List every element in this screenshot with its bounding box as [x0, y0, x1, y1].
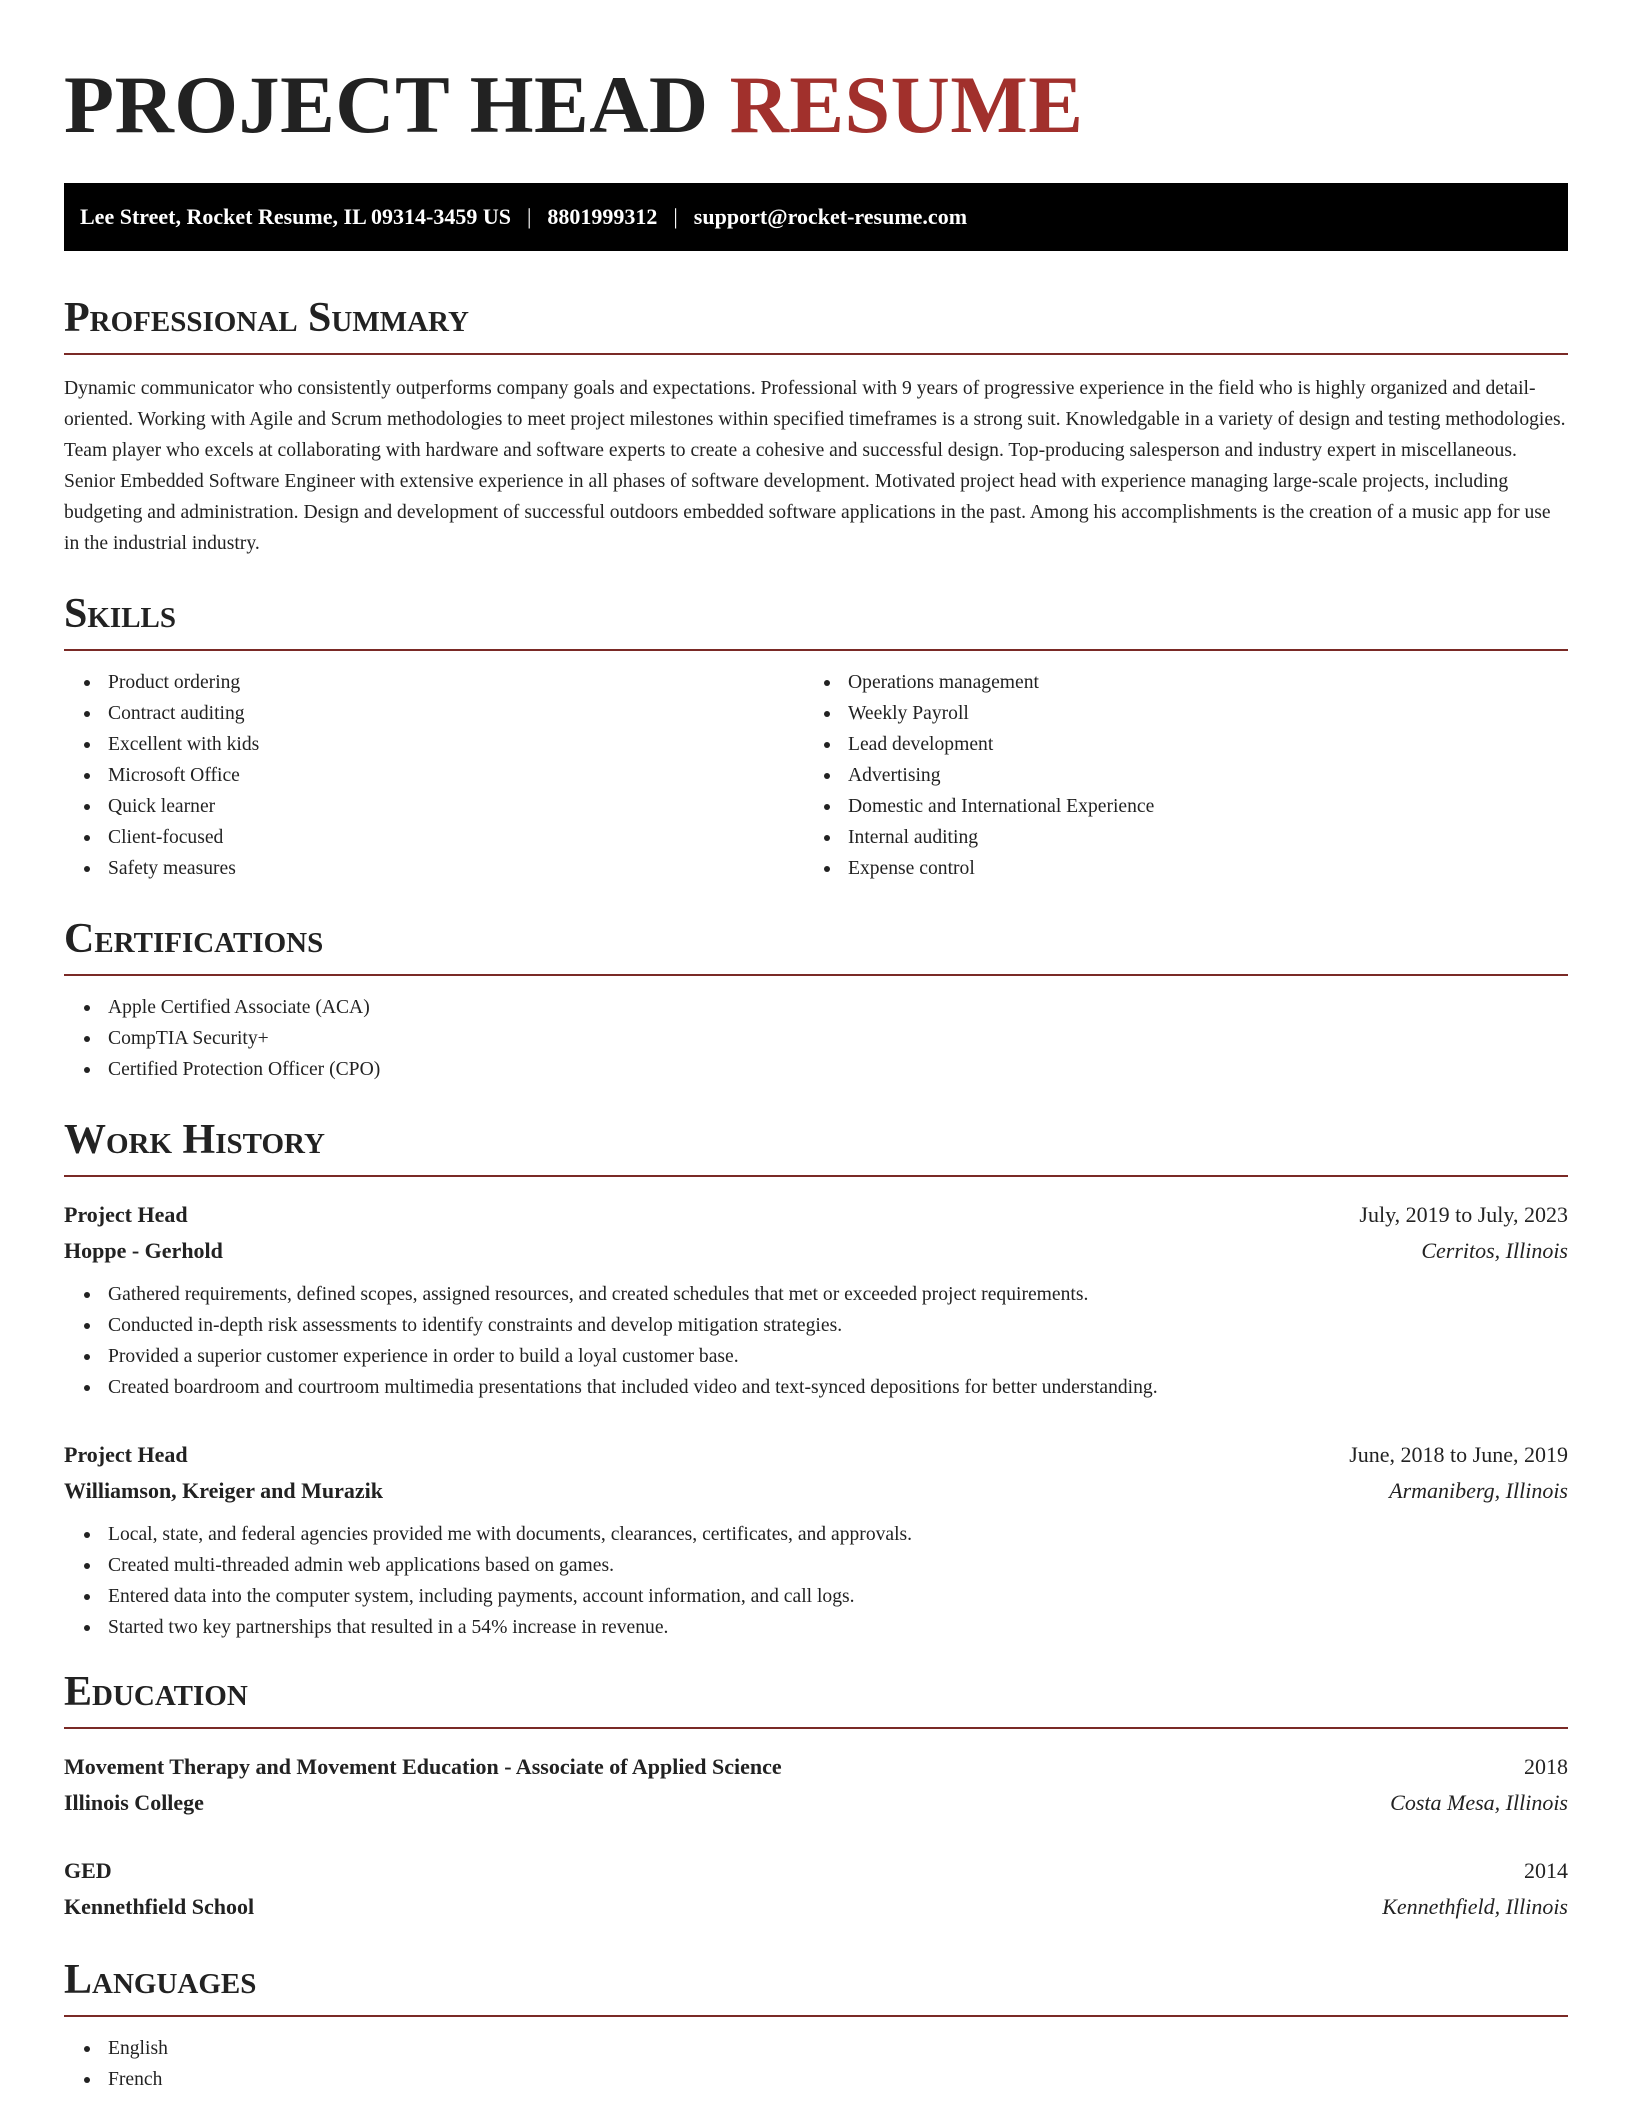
job-company-row	[64, 1473, 1568, 1509]
job-entry	[64, 1197, 1568, 1403]
list-item: Lead development	[848, 729, 1568, 760]
list-item: Started two key partnerships that resulted in a 54% increase in revenue.	[108, 1612, 1568, 1643]
education-entry	[64, 1749, 1568, 1821]
job-company: Hoppe - Gerhold	[64, 1238, 223, 1263]
section-skills	[64, 593, 1568, 884]
section-heading-work-history: Work History	[64, 1119, 1568, 1177]
contact-phone: 8801999312	[547, 204, 658, 229]
job-header-row	[64, 1437, 1568, 1473]
education-degree-row	[64, 1749, 1568, 1785]
certifications-list	[64, 992, 1568, 1085]
languages-list	[64, 2033, 1568, 2095]
job-company: Williamson, Kreiger and Murazik	[64, 1478, 384, 1503]
contact-bar	[64, 183, 1568, 251]
list-item: Entered data into the computer system, including payments, account information, and call logs.	[108, 1581, 1568, 1612]
job-location: Armaniberg, Illinois	[1389, 1478, 1568, 1503]
section-heading-languages: Languages	[64, 1959, 1568, 2017]
list-item: Domestic and International Experience	[848, 791, 1568, 822]
job-title: Project Head	[64, 1202, 188, 1227]
job-location: Cerritos, Illinois	[1421, 1238, 1568, 1263]
list-item: Excellent with kids	[108, 729, 804, 760]
job-company-row	[64, 1233, 1568, 1269]
contact-address: Lee Street, Rocket Resume, IL 09314-3459 US	[80, 204, 511, 229]
education-entry	[64, 1853, 1568, 1925]
list-item: Client-focused	[108, 822, 804, 853]
list-item: Provided a superior customer experience in order to build a loyal customer base.	[108, 1341, 1568, 1372]
list-item: Certified Protection Officer (CPO)	[108, 1054, 1568, 1085]
list-item: Weekly Payroll	[848, 698, 1568, 729]
list-item: CompTIA Security+	[108, 1023, 1568, 1054]
education-degree: Movement Therapy and Movement Education - Associate of Applied Science	[64, 1754, 782, 1779]
summary-text: Dynamic communicator who consistently outperforms company goals and expectations. Professional with 9 years of progressive experience in the field who is highly organized and detail-oriented. Working with Agile and Scrum methodologies to meet project milestones within specified timeframes is a strong suit. Knowledgable in a variety of design and testing methodologies. Team player who excels at collaborating with hardware and software experts to create a cohesive and successful design. Top-producing salesperson and industry expert in miscellaneous. Senior Embedded Software Engineer with extensive experience in all phases of software development. Motivated project head with experience managing large-scale projects, including budgeting and administration. Design and development of successful outdoors embedded software applications in the past. Among his accomplishments is the creation of a music app for use in the industrial industry.	[64, 378, 1566, 554]
education-year: 2018	[1524, 1754, 1568, 1779]
list-item: Contract auditing	[108, 698, 804, 729]
skills-grid	[64, 651, 1568, 884]
education-school: Kennethfield School	[64, 1894, 255, 1919]
education-degree: GED	[64, 1858, 112, 1883]
list-item: Advertising	[848, 760, 1568, 791]
job-header-row	[64, 1197, 1568, 1233]
skills-list-left	[64, 667, 804, 884]
list-item: Local, state, and federal agencies provided me with documents, clearances, certificates, and approvals.	[108, 1519, 1568, 1550]
title-accent: RESUME	[729, 59, 1084, 150]
section-heading-education: Education	[64, 1671, 1568, 1729]
education-school-row	[64, 1889, 1568, 1925]
job-dates: June, 2018 to June, 2019	[1349, 1442, 1568, 1467]
section-work-history	[64, 1119, 1568, 1643]
job-entry	[64, 1437, 1568, 1643]
section-heading-summary: Professional Summary	[64, 297, 1568, 355]
section-heading-certifications: Certifications	[64, 918, 1568, 976]
list-item: Expense control	[848, 853, 1568, 884]
education-location: Costa Mesa, Illinois	[1390, 1790, 1568, 1815]
section-education	[64, 1671, 1568, 1925]
education-year: 2014	[1524, 1858, 1568, 1883]
title-main: PROJECT HEAD	[64, 59, 709, 150]
list-item: Microsoft Office	[108, 760, 804, 791]
job-dates: July, 2019 to July, 2023	[1359, 1202, 1568, 1227]
list-item: Quick learner	[108, 791, 804, 822]
list-item: Operations management	[848, 667, 1568, 698]
list-item: Internal auditing	[848, 822, 1568, 853]
list-item: English	[108, 2033, 1568, 2064]
list-item: Created multi-threaded admin web applications based on games.	[108, 1550, 1568, 1581]
list-item: Safety measures	[108, 853, 804, 884]
job-title: Project Head	[64, 1442, 188, 1467]
education-school-row	[64, 1785, 1568, 1821]
job-bullets	[64, 1519, 1568, 1643]
skills-list-right	[804, 667, 1568, 884]
list-item: Product ordering	[108, 667, 804, 698]
section-summary	[64, 297, 1568, 559]
list-item: Gathered requirements, defined scopes, assigned resources, and created schedules that met or exceeded project requirements.	[108, 1279, 1568, 1310]
section-certifications	[64, 918, 1568, 1085]
resume-title	[64, 0, 1568, 150]
contact-email: support@rocket-resume.com	[693, 204, 968, 229]
contact-separator: |	[526, 204, 532, 229]
section-heading-skills: Skills	[64, 593, 1568, 651]
education-degree-row	[64, 1853, 1568, 1889]
job-bullets	[64, 1279, 1568, 1403]
education-school: Illinois College	[64, 1790, 204, 1815]
list-item: Conducted in-depth risk assessments to identify constraints and develop mitigation strategies.	[108, 1310, 1568, 1341]
list-item: Created boardroom and courtroom multimedia presentations that included video and text-synced depositions for better understanding.	[108, 1372, 1568, 1403]
section-languages	[64, 1959, 1568, 2095]
contact-separator: |	[673, 204, 678, 229]
education-location: Kennethfield, Illinois	[1382, 1894, 1568, 1919]
list-item: French	[108, 2064, 1568, 2095]
list-item: Apple Certified Associate (ACA)	[108, 992, 1568, 1023]
